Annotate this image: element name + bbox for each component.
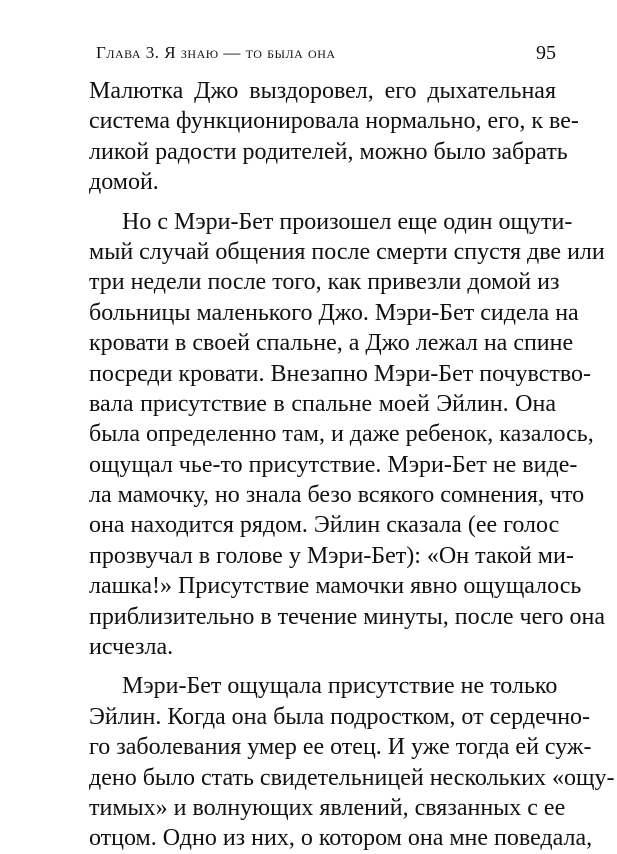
text-line: тимых» и волнующих явлений, связанных с ее [89,794,566,821]
text-line: вала присутствие в спальне моей Эйлин. Она [89,390,556,417]
text-line: отцом. Одно из них, о котором она мне поведала, [89,825,593,852]
text-line: домой. [89,169,159,196]
text-line: три недели после того, как привезли домой из [89,269,560,296]
text-line: кровати в своей спальне, а Джо лежал на спине [89,330,574,357]
page-number: 95 [536,42,556,64]
body-text [89,76,615,854]
text-line: система функционировала нормально, его, к ве- [89,108,579,135]
paragraph-2 [89,207,605,663]
text-line: Мэри-Бет ощущала присутствие не только [122,673,558,700]
text-line: лашка!» Присутствие мамочки явно ощущалось [89,573,582,600]
text-line: го заболевания умер ее отец. И уже тогда ей суж- [89,734,592,761]
text-line: дено было стать свидетельницей нескольких «ощу- [89,764,615,791]
text-line: ликой радости родителей, можно было забрать [89,138,568,165]
text-line: приблизительно в течение минуты, после чего она [89,603,605,630]
text-line: была определенно там, и даже ребенок, казалось, [89,421,594,448]
text-line: мый случай общения после смерти спустя две или [89,238,605,265]
text-line: больницы маленького Джо. Мэри-Бет сидела на [89,299,579,326]
text-line: исчезла. [89,634,174,661]
text-line: ощущал чье-то присутствие. Мэри-Бет не виде- [89,451,578,478]
text-line: Эйлин. Когда она была подростком, от сердечно- [89,703,591,730]
text-line: Но с Мэри-Бет произошел еще один ощути- [122,208,573,235]
text-line: прозвучал в голове у Мэри-Бет): «Он такой ми- [89,542,574,569]
text-line: посреди кровати. Внезапно Мэри-Бет почувство- [89,360,592,387]
text-line: она находится рядом. Эйлин сказала (ее голос [89,512,560,539]
text-line: Малютка Джо выздоровел, его дыхательная [89,78,556,104]
running-title: Глава 3. Я знаю — то была она [96,43,336,62]
paragraph-3 [89,671,615,853]
text-line: ла мамочку, но знала безо всякого сомнения, что [89,482,585,509]
running-head [96,41,556,65]
paragraph-1 [89,76,579,198]
